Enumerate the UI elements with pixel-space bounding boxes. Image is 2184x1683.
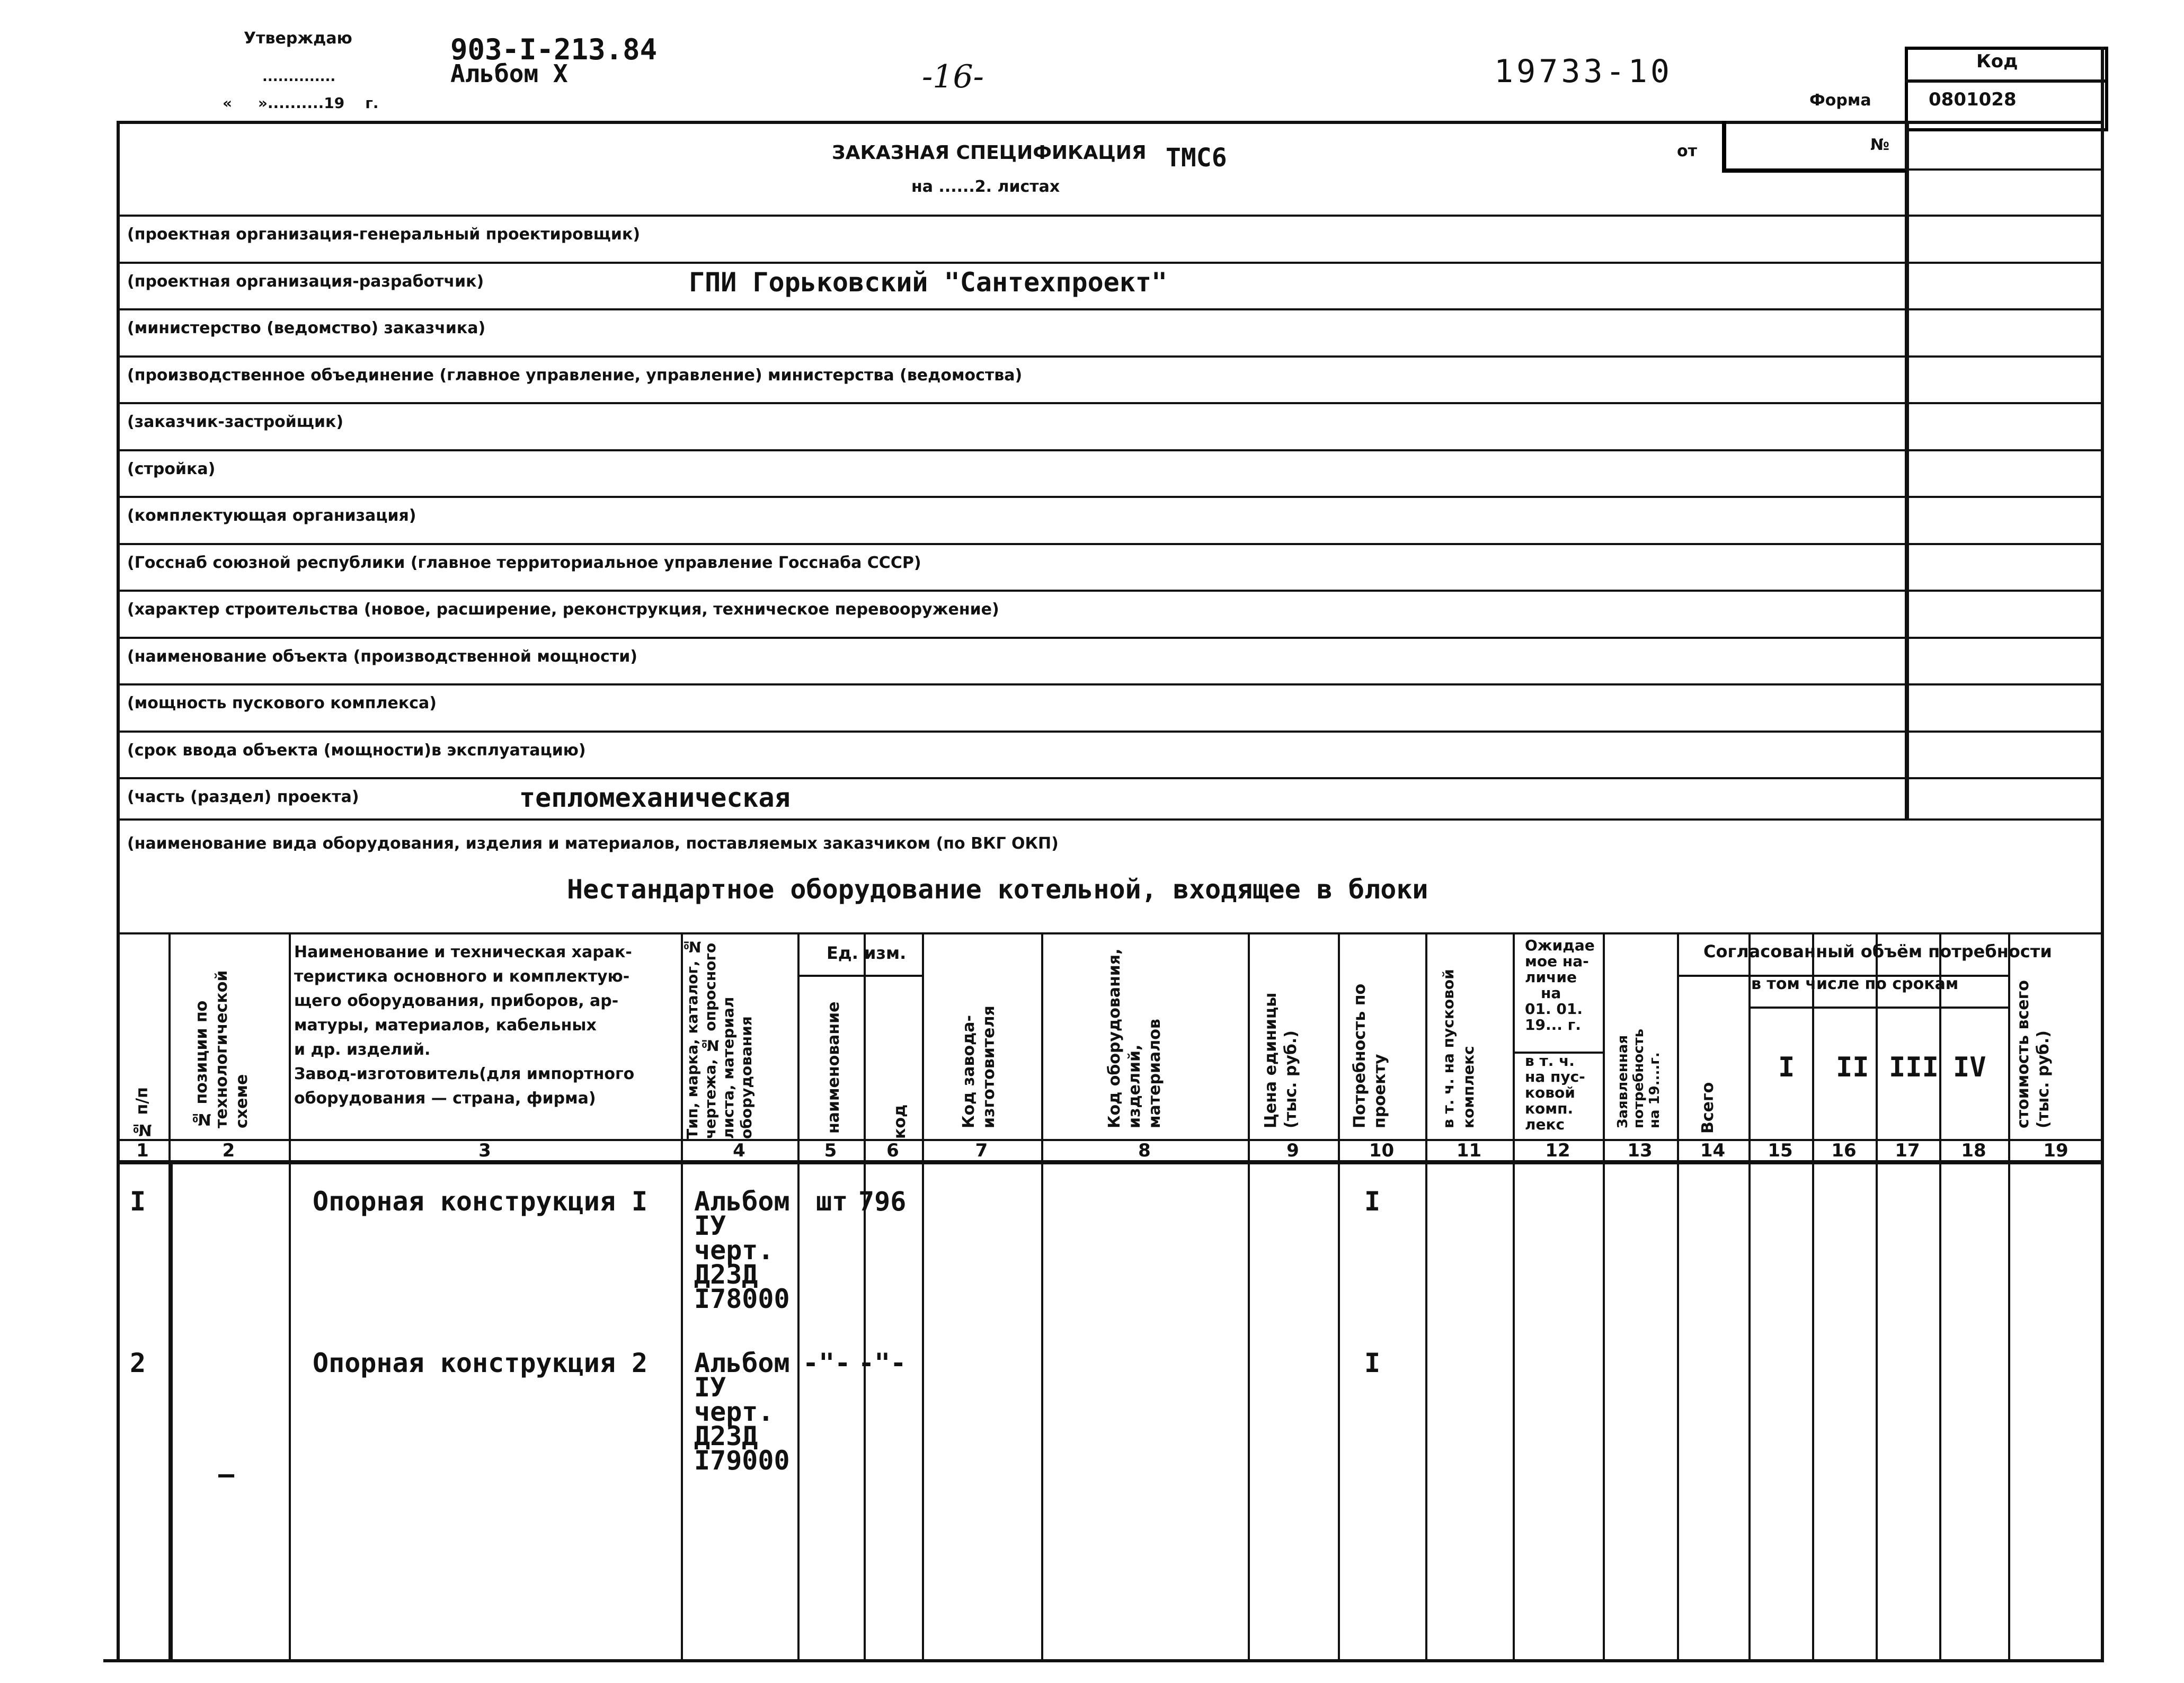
item-2-unit: -"- [803,1348,851,1378]
column-divider [1041,932,1043,1661]
header-expected: Ожидае мое на- личие на 01. 01. 19... г. [1525,937,1595,1034]
row-label: (заказчик-застройщик) [127,413,344,431]
equipment-kind-value: Нестандартное оборудование котельной, входящее в блоки [567,874,1428,905]
column-divider [681,932,683,1661]
column-divider [864,932,866,1661]
row-value: ГПИ Горьковский "Сантехпроект" [689,267,1168,298]
row-divider [117,402,2103,404]
forma-code: 0801028 [1929,89,2017,110]
header-total-cost: стоимость всего (тыс. руб.) [2014,980,2053,1128]
header-project-need: Потребность по проекту [1351,983,1389,1128]
sheets-count: на ......2. листах [911,177,1060,196]
page-number: -16- [922,58,984,95]
row-label: (проектная организация-разработчик) [127,272,484,291]
approve-label: Утверждаю [244,29,352,48]
header-equipment-code: Код оборудования, изделий, материалов [1105,948,1164,1128]
column-divider-bold [168,1160,173,1661]
project-number: 903-I-213.84 [450,33,658,66]
column-number: 5 [824,1140,837,1161]
column-number: 14 [1700,1140,1726,1161]
number-label: № [1870,136,1890,154]
header-term-3: III [1889,1052,1939,1083]
column-number: 4 [733,1140,745,1161]
column-number: 3 [478,1140,491,1161]
row-label: (мощность пускового комплекса) [127,694,437,713]
header-unit-group: Ед. изм. [827,943,907,963]
column-number: 11 [1456,1140,1482,1161]
column-number: 15 [1768,1140,1793,1161]
header-name: Наименование и техническая харак- теристика основного и комплектую- щего оборудования, приборов, ар- матуры, материалов, кабельных и др. изделий. Завод-изготовитель(для импортного оборудования — страна, фирма) [294,943,635,1108]
row-label: (наименование объекта (производственной мощности) [127,647,637,666]
header-expected-launch: в т. ч. на пус- ковой комп. лекс [1525,1052,1585,1133]
row-divider [117,543,2103,545]
approve-dots: .............. [262,69,336,85]
unit-group-line [797,975,922,977]
row-divider [117,637,2103,639]
item-1-unit: шт [816,1186,848,1217]
column-divider [1338,932,1340,1661]
column-divider [1248,932,1250,1661]
row-divider [117,215,2103,217]
row-divider [117,262,2103,264]
terms-group-line [1748,1007,2008,1009]
document-number: 19733-10 [1494,53,1673,90]
header-declared-need: Заявленная потребность на 19....г. [1615,1028,1663,1128]
column-number: 6 [886,1140,899,1161]
row-divider [117,777,2103,779]
column-number: 17 [1895,1140,1920,1161]
row-label: (министерство (ведомство) заказчика) [127,319,486,337]
column-number: 7 [975,1140,988,1161]
date-from-label: от [1677,142,1697,161]
item-1-name: Опорная конструкция I [313,1186,648,1217]
header-row-number: № п/п [133,1087,152,1139]
column-divider [1939,932,1941,1661]
column-number: 13 [1627,1140,1653,1161]
row-divider [117,590,2103,592]
spec-title: ЗАКАЗНАЯ СПЕЦИФИКАЦИЯ [832,142,1147,164]
column-divider [1603,932,1605,1661]
column-number: 9 [1286,1140,1299,1161]
column-divider [2008,932,2010,1661]
item-2-qty: I [1364,1348,1381,1378]
header-type: Тип, марка, каталог, № чертежа, № опросного листа, материал оборудования [683,938,755,1139]
column-number: 19 [2043,1140,2068,1161]
row-divider [117,449,2103,451]
header-total: Всего [1699,1082,1717,1134]
column-number: 16 [1831,1140,1857,1161]
header-unit-name: наименование [824,1001,843,1134]
item-2-number: 2 [130,1348,146,1378]
item-2-name: Опорная конструкция 2 [313,1348,648,1378]
forma-label: Форма [1809,91,1871,110]
column-number: 10 [1369,1140,1395,1161]
row-divider [117,731,2103,733]
item-1-type: Альбом IУ черт. Д23Д I78000 [694,1186,790,1314]
row-label: (комплектующая организация) [127,506,416,525]
column-divider [797,932,800,1661]
header-term-4: IV [1953,1052,1986,1083]
item-1-code: 796 [858,1186,907,1217]
row-divider [117,355,2103,358]
item-1-number: I [130,1186,146,1217]
header-launch-complex: в т. ч. на пусковой комплекс [1440,969,1477,1128]
row-label: (часть (раздел) проекта) [127,788,359,806]
kod-label: Код [1976,51,2018,72]
column-divider [1876,932,1878,1661]
row-label: (стройка) [127,460,216,478]
row-label: (Госснаб союзной республики (главное территориальное управление Госснаба СССР) [127,554,921,572]
item-1-qty: I [1364,1186,1381,1217]
header-term-2: II [1836,1052,1869,1083]
header-terms-group: в том числе по срокам [1751,975,1959,993]
row-divider [117,818,2103,821]
column-number: 2 [222,1140,235,1161]
header-unit-price: Цена единицы (тыс. руб.) [1262,992,1300,1128]
column-divider [289,932,291,1661]
header-agreed-group: Согласованный объём потребности [1703,941,2052,961]
column-divider [1812,932,1814,1661]
column-divider [1425,932,1427,1661]
row-label: (проектная организация-генеральный проектировщик) [127,225,641,244]
column-divider [1748,932,1751,1661]
row-label: (срок ввода объекта (мощности)в эксплуатацию) [127,741,586,760]
row-divider [117,496,2103,498]
row-divider [117,683,2103,685]
position-dash: — [218,1459,235,1490]
album-label: Альбом X [450,59,568,88]
header-unit-code: код [891,1104,909,1139]
spec-code: ТМС6 [1166,143,1227,173]
row-value: тепломеханическая [519,782,791,813]
item-2-code: -"- [858,1348,907,1378]
equipment-kind-label: (наименование вида оборудования, изделия и материалов, поставляемых заказчиком (по ВКГ ОКП) [127,834,1059,853]
column-divider [922,932,924,1661]
row-divider [117,308,2103,310]
column-number: 12 [1545,1140,1570,1161]
column-divider [1513,932,1515,1661]
item-2-type: Альбом IУ черт. Д23Д I79000 [694,1348,790,1476]
column-number: 1 [136,1140,149,1161]
row-label: (характер строительства (новое, расширение, реконструкция, техническое перевооружение) [127,600,999,619]
column-divider [1677,932,1679,1661]
header-term-1: I [1778,1052,1795,1083]
header-position: № позиции по технологической схеме [192,970,251,1128]
row-label: (производственное объединение (главное управление, управление) министерства (ведомоства) [127,366,1023,385]
column-number: 8 [1138,1140,1151,1161]
approve-date: « »..........19 г. [223,94,379,112]
column-number: 18 [1961,1140,1986,1161]
header-maker-code: Код завода-изготовителя [960,1005,998,1128]
